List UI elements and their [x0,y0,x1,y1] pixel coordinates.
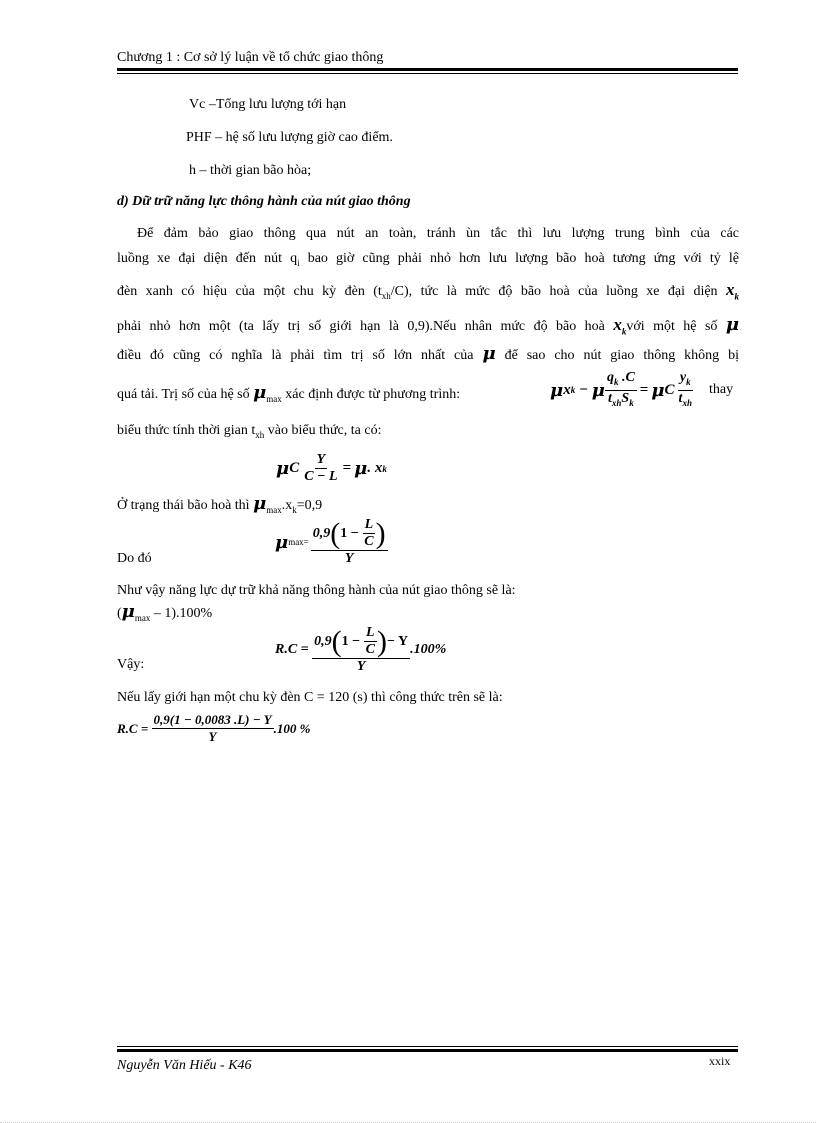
saturation-line: Ở trạng thái bão hoà thì $\mu_{max}.x_k=0,9$ [117,493,323,515]
footer-rule-thin [117,1046,738,1047]
header-rule-thick [117,68,738,71]
running-header: Chương 1 : Cơ sở lý luận về tổ chức giao thông [117,50,384,65]
reserve-line: Như vậy năng lực dự trữ khả năng thông hành của nút giao thông sẽ là: [117,583,516,598]
para-line-5: điều đó cũng có nghĩa là phải tìm trị số lớn nhất của μ để sao cho nút giao thông không bị [117,343,740,364]
para-line-7: biểu thức tính thời gian $t_{xh}$ vào biểu thức, ta có: [117,423,382,440]
para-line-3: đèn xanh có hiệu của một chu kỳ đèn $(t_{xh}/C)$, tức là mức độ bão hoà của luồng xe đại diện $x_k$ [117,280,739,302]
cycle-line: Nếu lấy giới hạn một chu kỳ đèn C = 120 (s) thì công thức trên sẽ là: [117,690,503,705]
section-heading: d) Dữ trữ năng lực thông hành của nút giao thông [117,194,411,209]
header-rule-thin [117,73,738,74]
para-line-6: quá tải. Trị số của hệ số $\mu_{max}$ xác định được từ phương trình: [117,382,461,404]
author-name: Nguyễn Văn Hiếu - K46 [117,1058,252,1073]
mu-symbol: μ [725,314,740,335]
equation-1: μ x k − μ $\frac{q_k .C}{t_{xh}S_k}$ = μ C $\frac{y_k}{t_{xh}}$ [550,370,692,408]
para-line-2: luồng xe đại diện đến nút $q_i$ bao giờ cũng phải nhỏ hơn lưu lượng bão hoà tương ứng với tỷ lệ [117,251,739,268]
page-number: xxix [709,1054,731,1068]
vay-label: Vậy: [117,657,145,672]
reserve-formula-line: $(\mu_{max} - 1).100\%$ [117,601,213,623]
def-h: h – thời gian bão hòa; [189,163,312,178]
para-line-1: Để đảm bảo giao thông qua nút an toàn, tránh ùn tắc thì lưu lượng trung bình của các [137,226,739,241]
mu-symbol-2: μ [482,343,496,364]
def-vc: Vc –Tổng lưu lượng tới hạn [189,97,347,112]
xk-symbol: $x_k$ [726,280,739,302]
equation-2: μ C $\frac{Y}{C - L}$ = μ . x k [276,452,387,484]
rc-formula: R.C = 0,9 ( 1 − $\frac{L}{C}$ ) − Y Y .100% [275,624,447,674]
para-line-4: phải nhỏ hơn một (ta lấy trị số giới hạn là 0,9).Nếu nhân mức độ bão hoà $x_kvới$ một hệ số μ [117,314,740,337]
mu-max-formula: μ max= 0,9 ( 1 − $\frac{L}{C}$ ) Y [275,516,386,566]
rc-formula-2: R.C = $\frac{0,9(1 - 0,0083 .L) - Y}{Y}$ .100 % [117,712,311,744]
footer-rule-thick [117,1049,738,1052]
para-line-6-end: thay [709,382,734,397]
do-do-label: Do đó [117,551,152,566]
def-phf: PHF – hệ số lưu lượng giờ cao điểm. [186,130,393,145]
xk-symbol-2: $x_k$ [613,315,627,337]
